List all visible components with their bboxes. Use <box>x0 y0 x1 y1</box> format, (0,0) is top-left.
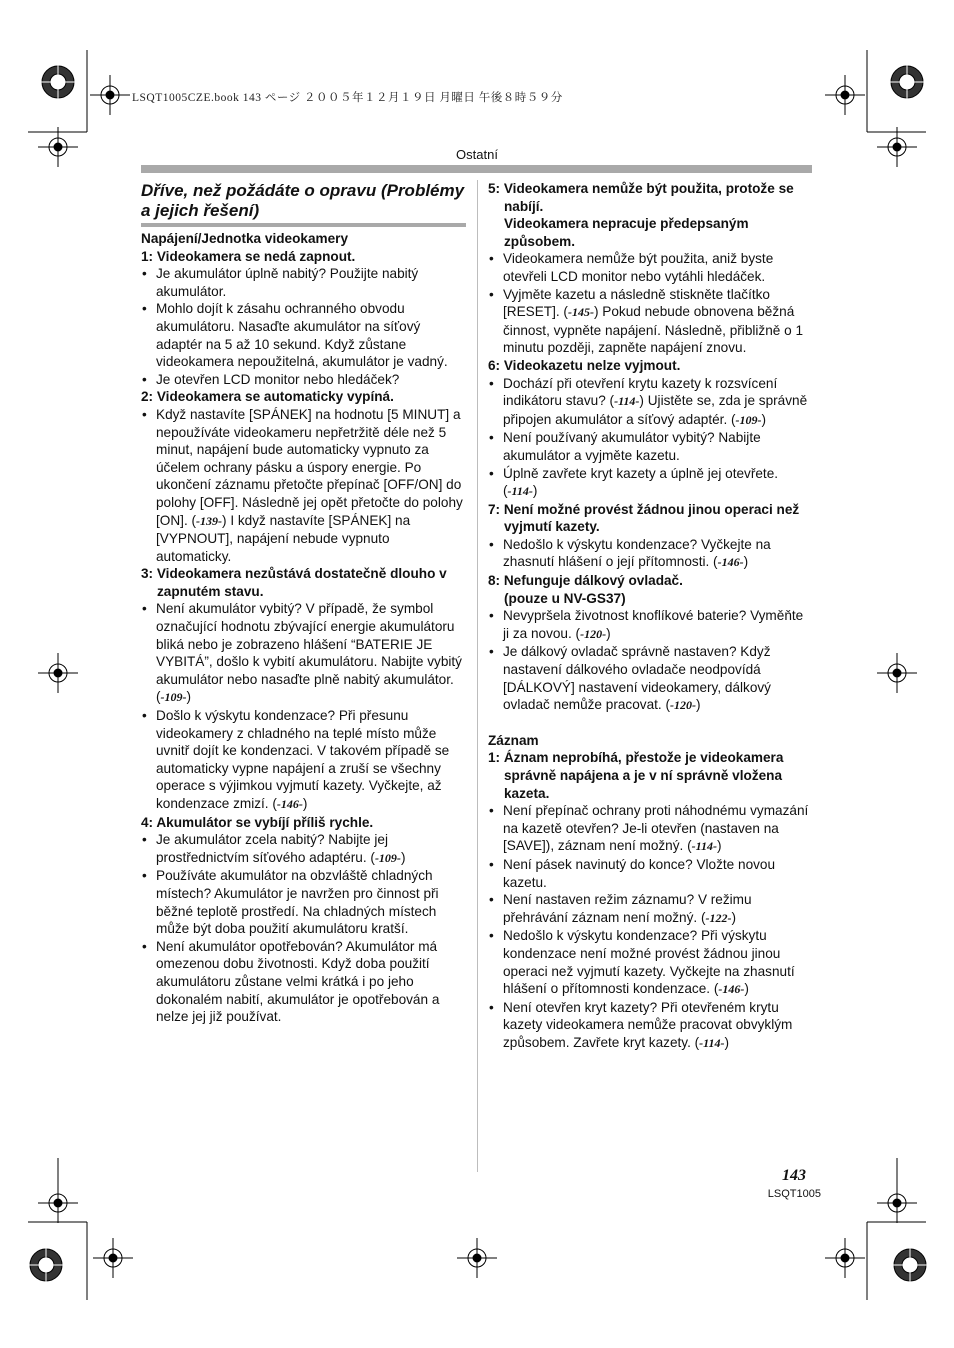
item-text: ) <box>731 909 737 925</box>
crosshair-icon <box>825 1238 865 1278</box>
item-text: ) <box>400 849 406 865</box>
problem-heading <box>488 357 810 375</box>
page-reference: -120- <box>580 626 607 641</box>
subsection-heading <box>488 732 810 750</box>
bullet-item <box>488 375 810 430</box>
item-text: Není používaný akumulátor vybitý? Nabijte akumulátor a vyjměte kazetu. <box>503 430 761 463</box>
crosshair-icon <box>877 653 917 693</box>
item-text: 3: Videokamera nezůstává dostatečně dlouho v zapnutém stavu. <box>141 566 447 599</box>
item-text: ) <box>532 483 538 499</box>
item-text: Mohlo dojít k zásahu ochranného obvodu akumulátoru. Nasaďte akumulátor na síťový adaptér na 5 až 10 sekund. Když zůstane videokamera nepoužitelná, akumulátor je vadný. <box>156 301 448 370</box>
page-reference: -120- <box>670 698 696 713</box>
page-reference: -146- <box>276 797 303 811</box>
column-divider <box>477 180 478 1172</box>
bullet-item <box>141 867 466 937</box>
item-text: Videokamera nemůže být použita, aniž byste otevřeli LCD monitor nebo vytáhli hledáček. <box>503 251 774 284</box>
bullet-item <box>141 406 466 565</box>
bullet-item <box>488 802 810 856</box>
item-text: Je otevřen LCD monitor nebo hledáček? <box>156 371 400 387</box>
page-reference: -114- <box>614 394 640 409</box>
item-text: ) Ujistěte se, zda je správně připojen akumulátor a síťový adaptér. ( <box>503 393 808 427</box>
item-text: Není otevřen kryt kazety? Při otevřeném krytu kazety videokamera nemůže pracovat obvyklým způsobem. Zavřete kryt kazety. ( <box>503 999 793 1050</box>
bullet-item <box>141 600 466 707</box>
item-text: 4: Akumulátor se vybíjí příliš rychle. <box>141 814 374 830</box>
item-text: ) <box>743 554 749 570</box>
problem-heading <box>488 180 810 215</box>
crosshair-icon <box>38 653 78 693</box>
item-text: Záznam <box>488 732 539 748</box>
print-header: LSQT1005CZE.book 143 ページ ２００５年１２月１９日 月曜日 午後８時５９分 <box>132 92 563 104</box>
item-text: 8: Nefunguje dálkový ovladač. <box>488 573 683 589</box>
problem-heading <box>488 590 810 608</box>
item-text: ) <box>696 697 701 713</box>
bullet-item <box>488 250 810 285</box>
page-reference: -114- <box>699 1035 725 1050</box>
crosshair-icon <box>38 1183 78 1223</box>
item-text: 7: Není možné provést žádnou jinou operaci než vyjmutí kazety. <box>488 501 800 535</box>
item-text: 1: Áznam neprobíhá, přestože je videokamera správně napájena a je v ní správně vložena kazeta. <box>488 750 784 801</box>
problem-heading <box>141 565 466 600</box>
page-reference: -122- <box>705 910 732 925</box>
item-text: Videokamera nepracuje předepsaným způsobem. <box>504 216 749 249</box>
bullet-item <box>488 429 810 464</box>
item-text: ) Pokud nebude obnovena běžná činnost, vypněte napájení. Následně, přibližně o 1 minutu později, zapněte napájení znovu. <box>503 304 804 356</box>
page-reference: -146- <box>718 982 745 997</box>
registration-target-icon <box>26 1245 66 1285</box>
crosshair-icon <box>93 1238 133 1278</box>
item-text: Je akumulátor úplně nabitý? Použijte nabitý akumulátor. <box>156 266 419 299</box>
bullet-item <box>141 371 466 389</box>
crosshair-icon <box>825 75 865 115</box>
item-text: Není přepínač ochrany proti náhodnému vymazání na kazetě otevřen? Je-li otevřen (nastaven na [SAVE]), záznam není možný. ( <box>503 803 809 854</box>
registration-target-icon <box>890 1245 930 1285</box>
bullet-item <box>488 999 810 1053</box>
model-code: LSQT1005 <box>767 1188 821 1200</box>
bullet-item <box>141 300 466 370</box>
left-column <box>141 230 466 1026</box>
item-text: 1: Videokamera se nedá zapnout. <box>141 248 356 264</box>
right-column <box>488 180 810 1053</box>
item-text: ) <box>744 981 749 997</box>
problem-heading <box>488 749 810 802</box>
page-reference: -114- <box>691 839 717 854</box>
bullet-item <box>141 707 466 814</box>
item-text: Nedošlo k výskytu kondenzace? Při výskytu kondenzace není možné provést žádnou jinou operaci než vyjmutí kazety. Vyčkejte na zhasnutí hlášení o přítomnosti kondenzace. ( <box>503 928 795 997</box>
problem-heading <box>141 248 466 266</box>
bullet-item <box>488 927 810 998</box>
item-text: Úplně zavřete kryt kazety a úplně jej otevřete. ( <box>503 465 779 499</box>
crosshair-icon <box>877 1183 917 1223</box>
item-text: Je dálkový ovladač správně nastaven? Když nastavení dálkového ovladače neodpovídá [DÁLKOVÝ] nastavení videokamery, dálkový ovladač nemůže pracovat. ( <box>503 644 771 713</box>
page-reference: -109- <box>374 850 401 865</box>
item-text: ) I když nastavíte [SPÁNEK] na [VYPNOUT], napájení nebude vypnuto automaticky. <box>156 512 411 564</box>
item-text: Není pásek navinutý do konce? Vložte novou kazetu. <box>503 856 776 890</box>
item-text: Není akumulátor opotřebován? Akumulátor má omezenou dobu životnosti. Když doba použití akumulátoru zůstane velmi krátká i po jeho dokonalém nabití, akumulátor je opotřebován a nelze jej již používat. <box>156 938 440 1025</box>
item-text: Dochází při otevření krytu kazety k rozsvícení indikátoru stavu? ( <box>503 375 778 409</box>
item-text: Došlo k výskytu kondenzace? Při přesunu videokamery z chladného na teplé místo může uvnitř dojít ke kondenzaci. V takovém případě se automaticky vypne napájení a zruší se všechny operace s výjimkou vyjmutí kazety. Vyčkejte, až kondenzace zmizí. ( <box>156 708 450 811</box>
item-text: Je akumulátor zcela nabitý? Nabijte jej prostřednictvím síťového adaptéru. ( <box>156 832 388 865</box>
item-text: ) <box>186 689 192 705</box>
item-text: Když nastavíte [SPÁNEK] na hodnotu [5 MINUT] a nepoužíváte videokameru nepřetržitě déle než 5 minut, napájení bude automaticky vypnuto za účelem ochrany pásku a úspory energie. Po ukončení záznamu přetočte přepínač [OFF/ON] do polohy [OFF]. Následně jej opět přetočte do polohy [ON]. ( <box>156 406 463 528</box>
problem-heading <box>141 388 466 406</box>
item-text: Vyjměte kazetu a následně stiskněte tlačítko [RESET]. ( <box>503 286 770 320</box>
bullet-item <box>488 536 810 572</box>
bullet-item <box>488 465 810 501</box>
item-text: ) <box>302 796 308 811</box>
item-text: Nevypršela životnost knoflíkové baterie? Vyměňte ji za novou. ( <box>503 608 804 641</box>
item-text: Není nastaven režim záznamu? V režimu přehrávání záznam není možný. ( <box>503 892 752 925</box>
problem-heading <box>141 814 466 832</box>
problem-heading <box>488 572 810 590</box>
item-text: ) <box>761 411 767 427</box>
item-text: Používáte akumulátor na obzvláště chladných místech? Akumulátor je navržen pro činnost při běžné teplotě prostředí. Na chladných místech může být doba použití akumulátoru kratší. <box>156 868 439 937</box>
bullet-item <box>488 856 810 891</box>
page-title: Dříve, než požádáte o opravu (Problémy a jejich řešení) <box>141 181 465 220</box>
subsection-heading <box>141 230 466 248</box>
page-reference: -145- <box>567 305 594 320</box>
heading-rule <box>141 223 466 227</box>
problem-heading <box>488 215 810 250</box>
item-text: ) <box>606 625 611 641</box>
bullet-item <box>488 891 810 927</box>
item-text: 2: Videokamera se automaticky vypíná. <box>141 389 394 405</box>
section-label: Ostatní <box>456 147 498 162</box>
page-reference: -109- <box>735 412 762 427</box>
spacer <box>488 715 810 732</box>
page-reference: -146- <box>717 555 744 570</box>
crosshair-icon <box>457 1238 497 1278</box>
item-text: ) <box>724 1034 730 1050</box>
crosshair-icon <box>90 75 130 115</box>
registration-target-icon <box>38 62 78 102</box>
item-text: Napájení/Jednotka videokamery <box>141 231 349 246</box>
bullet-item <box>141 938 466 1026</box>
page-reference: -139- <box>196 513 223 528</box>
item-text: Není akumulátor vybitý? V případě, že symbol označující hodnotu zbývající energie akumulátoru bliká nebo je zobrazeno hlášení “BATERIE JE VYBITÁ”, došlo k vybití akumulátoru. Nabijte vybitý akumulátor nebo nasaďte plně nabitý akumulátor. ( <box>156 601 462 705</box>
page-reference: -114- <box>507 484 533 499</box>
bullet-item <box>141 831 466 867</box>
bullet-item <box>488 607 810 643</box>
item-text: ) <box>716 838 722 854</box>
bullet-item <box>488 643 810 714</box>
top-rule <box>141 165 812 173</box>
item-text: 6: Videokazetu nelze vyjmout. <box>488 357 681 373</box>
page-reference: -109- <box>160 690 187 705</box>
problem-heading <box>488 501 810 536</box>
bullet-item <box>488 286 810 357</box>
page-number: 143 <box>782 1167 806 1184</box>
bullet-item <box>141 265 466 300</box>
registration-target-icon <box>887 62 927 102</box>
item-text: Nedošlo k výskytu kondenzace? Vyčkejte na zhasnutí hlášení o její přítomnosti. ( <box>503 536 771 570</box>
item-text: (pouze u NV-GS37) <box>504 590 626 606</box>
item-text: 5: Videokamera nemůže být použita, protože se nabíjí. <box>488 181 794 214</box>
